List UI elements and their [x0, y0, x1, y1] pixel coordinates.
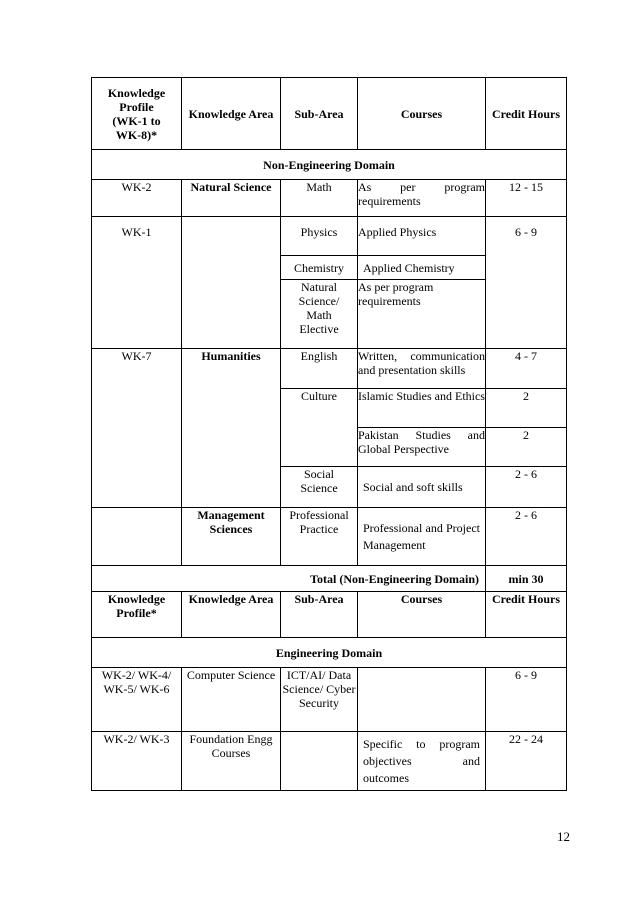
- header2-sub-area: Sub-Area: [281, 592, 358, 638]
- courses-professional: Professional and Project Management: [358, 508, 486, 566]
- header-credit-hours: Credit Hours: [486, 78, 567, 150]
- total-label: Total (Non-Engineering Domain): [92, 566, 486, 592]
- area-foundation-engg: Foundation Engg Courses: [182, 732, 281, 791]
- credits-physics: 6 - 9: [486, 217, 567, 349]
- area-management-sciences: Management Sciences: [182, 508, 281, 566]
- credits-math: 12 - 15: [486, 180, 567, 217]
- courses-pakistan: Pakistan Studies and Global Perspective: [358, 428, 486, 467]
- courses-physics: Applied Physics: [358, 217, 486, 256]
- subarea-math: Math: [281, 180, 358, 217]
- credits-professional: 2 - 6: [486, 508, 567, 566]
- section-engineering: Engineering Domain: [92, 638, 567, 668]
- header-sub-area: Sub-Area: [281, 78, 358, 150]
- header-knowledge-area: Knowledge Area: [182, 78, 281, 150]
- courses-islamic: Islamic Studies and Ethics: [358, 389, 486, 428]
- header-knowledge-profile: Knowledge Profile (WK-1 to WK-8)*: [92, 78, 182, 150]
- section-non-engineering: Non-Engineering Domain: [92, 150, 567, 180]
- credits-islamic: 2: [486, 389, 567, 428]
- profile-wk7: WK-7: [92, 349, 182, 508]
- courses-social: Social and soft skills: [358, 467, 486, 508]
- subarea-elective: Natural Science/ Math Elective: [281, 280, 358, 349]
- subarea-social: Social Science: [281, 467, 358, 508]
- courses-english: Written, communication and presentation skills: [358, 349, 486, 389]
- subarea-physics: Physics: [281, 217, 358, 256]
- area-computer-science: Computer Science: [182, 668, 281, 732]
- courses-math: As per program requirements: [358, 180, 486, 217]
- total-value: min 30: [486, 566, 567, 592]
- credits-english: 4 - 7: [486, 349, 567, 389]
- courses-cs-blank: [358, 668, 486, 732]
- header2-courses: Courses: [358, 592, 486, 638]
- area-humanities: Humanities: [182, 349, 281, 508]
- credits-foundation: 22 - 24: [486, 732, 567, 791]
- subarea-culture: Culture: [281, 389, 358, 467]
- profile-foundation: WK-2/ WK-3: [92, 732, 182, 791]
- subarea-chemistry: Chemistry: [281, 256, 358, 280]
- area-natural-science: Natural Science: [182, 180, 281, 217]
- curriculum-table: [91, 77, 567, 791]
- courses-elective: As per program requirements: [358, 280, 486, 349]
- profile-wk1: WK-1: [92, 217, 182, 349]
- subarea-english: English: [281, 349, 358, 389]
- credits-pakistan: 2: [486, 428, 567, 467]
- subarea-foundation-blank: [281, 732, 358, 791]
- header2-knowledge-profile: Knowledge Profile*: [92, 592, 182, 638]
- header-courses: Courses: [358, 78, 486, 150]
- courses-chemistry: Applied Chemistry: [358, 256, 486, 280]
- profile-wk2: WK-2: [92, 180, 182, 217]
- header2-knowledge-area: Knowledge Area: [182, 592, 281, 638]
- credits-cs: 6 - 9: [486, 668, 567, 732]
- profile-blank: [92, 508, 182, 566]
- subarea-cs: ICT/AI/ Data Science/ Cyber Security: [281, 668, 358, 732]
- subarea-professional: Professional Practice: [281, 508, 358, 566]
- header2-credit-hours: Credit Hours: [486, 592, 567, 638]
- courses-foundation: Specific to program objectives and outcomes: [358, 732, 486, 791]
- area-blank: [182, 217, 281, 349]
- page-number: 12: [557, 829, 570, 844]
- profile-cs: WK-2/ WK-4/ WK-5/ WK-6: [92, 668, 182, 732]
- credits-social: 2 - 6: [486, 467, 567, 508]
